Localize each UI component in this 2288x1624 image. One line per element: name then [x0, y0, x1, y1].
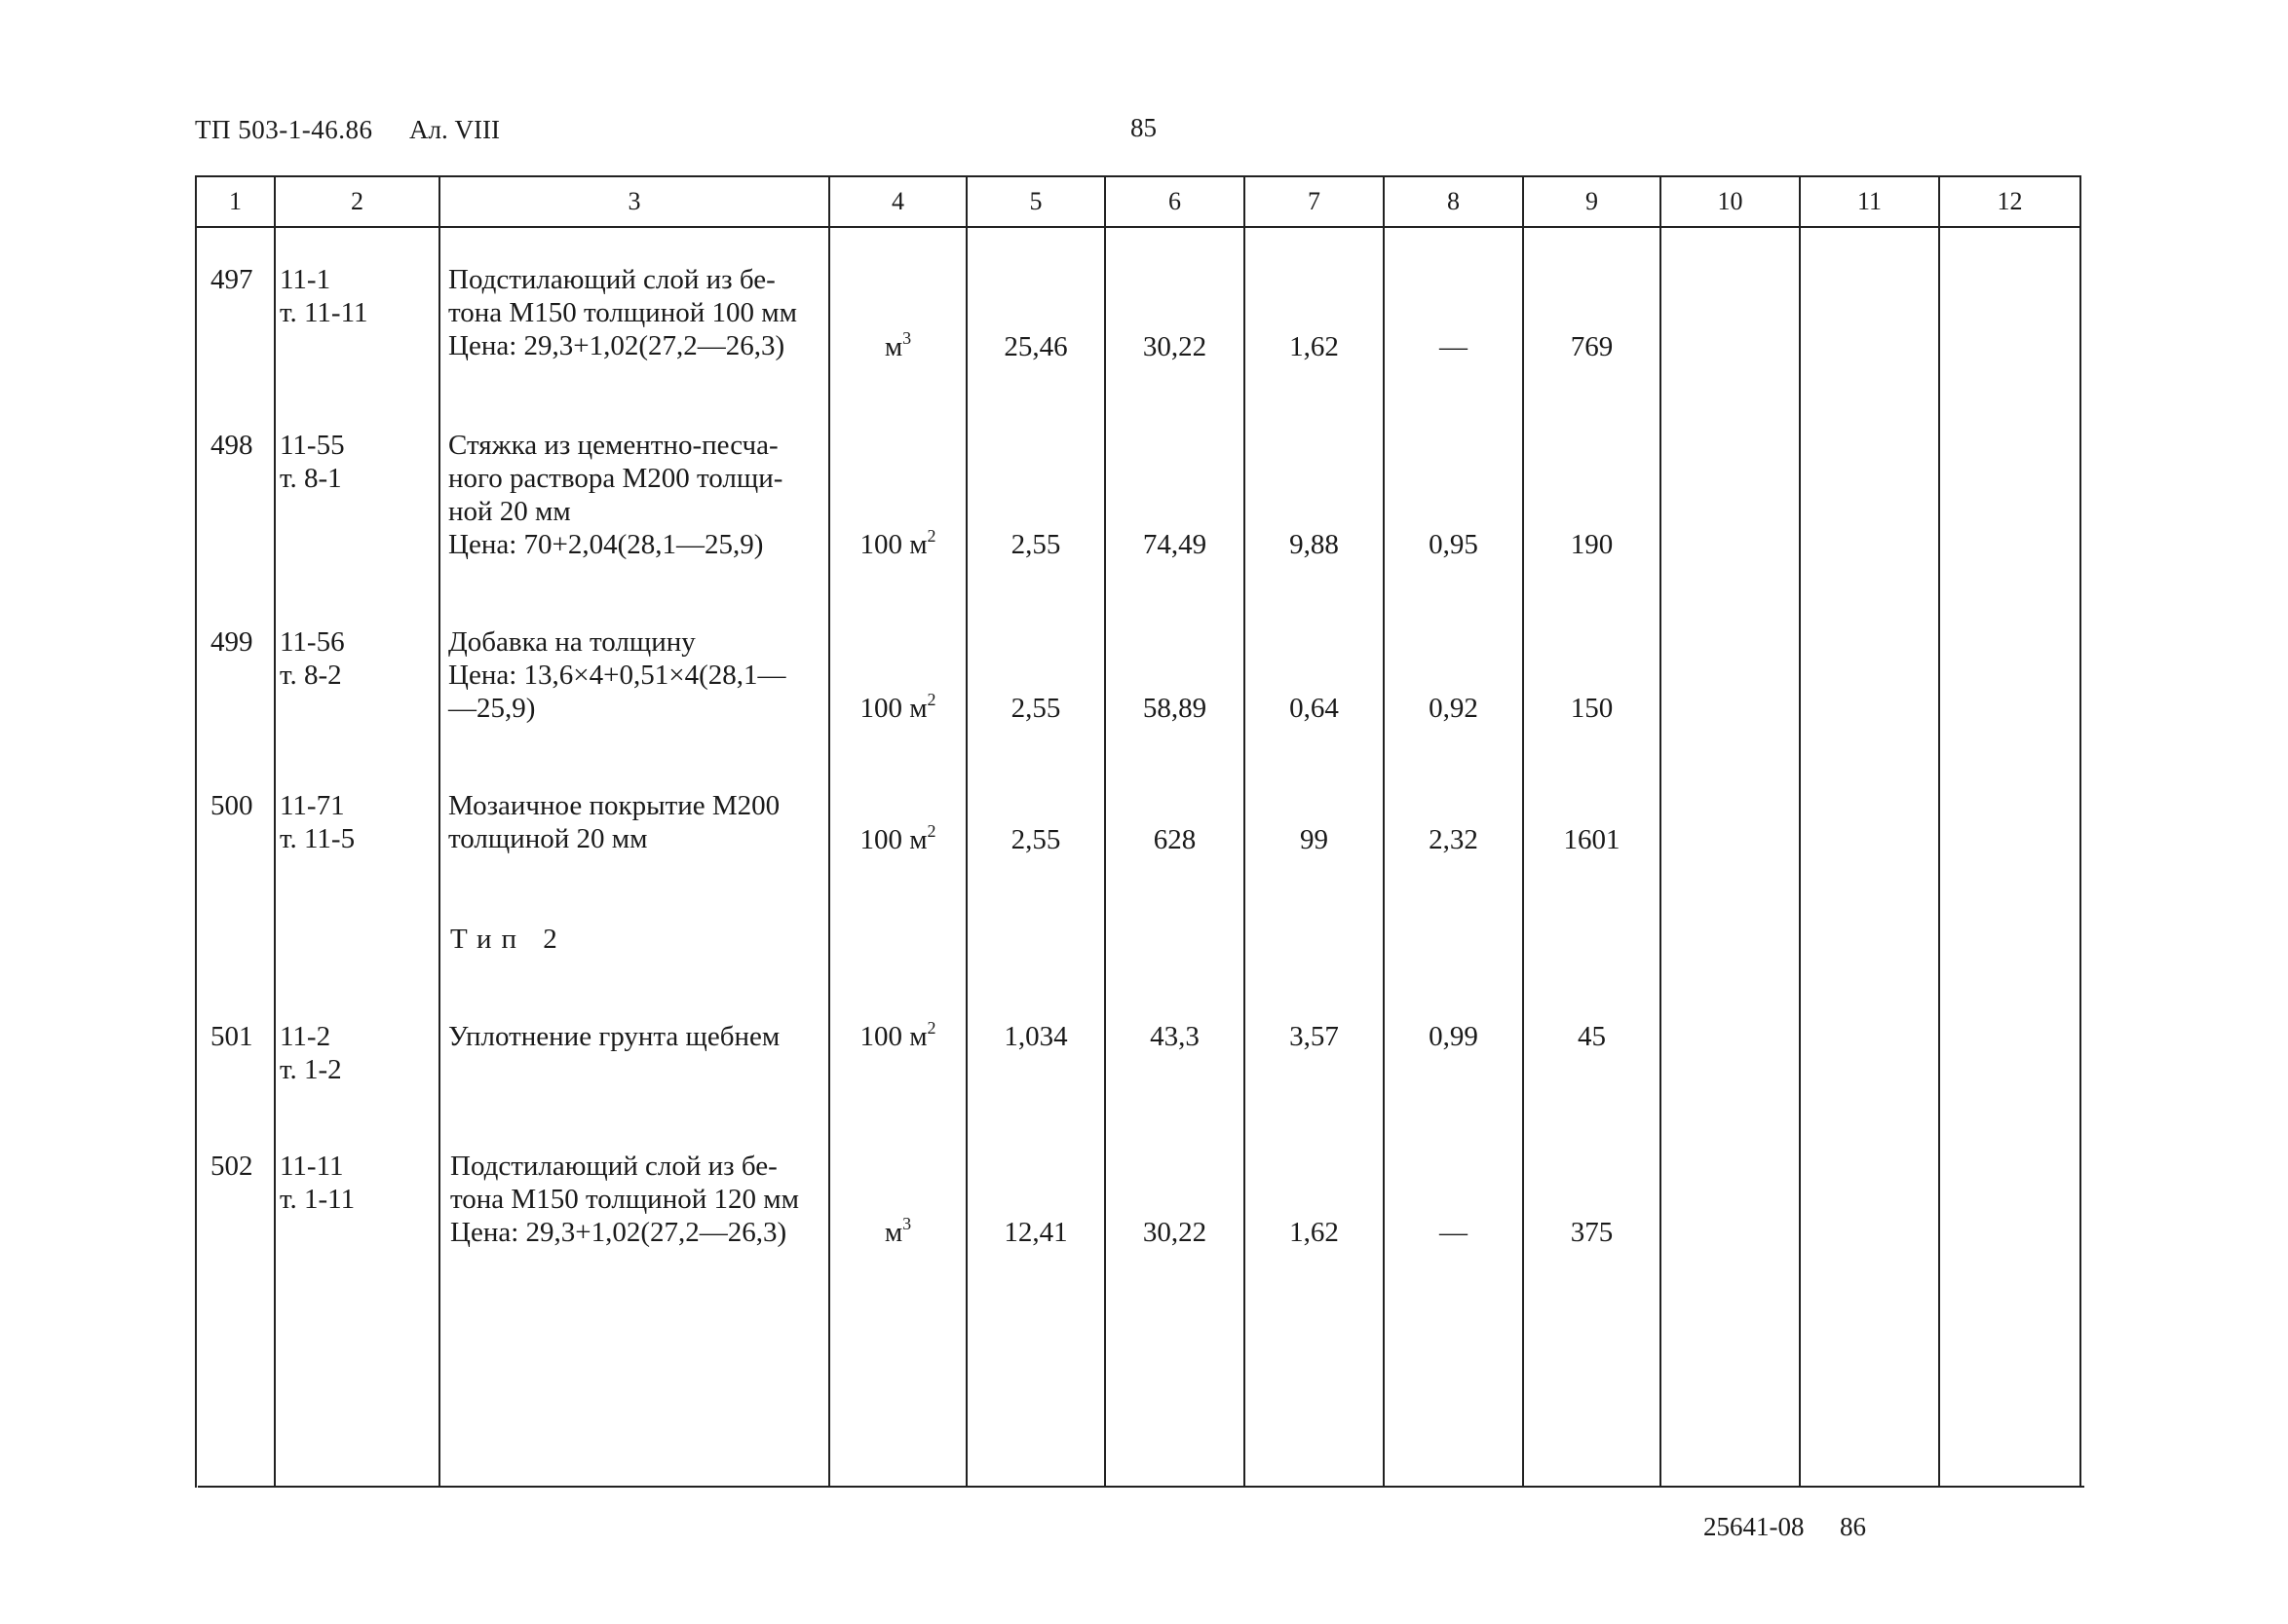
quantity-value: 25,46	[1004, 331, 1068, 362]
cost-value: 43,3	[1150, 1021, 1200, 1052]
work-description	[448, 263, 824, 362]
cost-value: 30,22	[1142, 1217, 1207, 1248]
quantity-value: 12,41	[1004, 1217, 1068, 1248]
sheet-number: 86	[1840, 1512, 1866, 1541]
description-line: Цена: 13,6×4+0,51×4(28,1—	[448, 660, 786, 691]
description-line: тона М150 толщиной 100 мм	[448, 297, 797, 328]
col-border-2	[439, 175, 440, 1488]
column-number-7: 7	[1308, 187, 1320, 215]
row-number: 499	[210, 626, 253, 658]
norm-code: 11-56	[280, 626, 345, 658]
col7-value: 9,88	[1289, 529, 1339, 560]
total-value: 1601	[1563, 824, 1621, 855]
col7-value: 1,62	[1289, 331, 1339, 362]
work-description	[450, 1150, 826, 1249]
table-reference: т. 1-2	[280, 1054, 342, 1085]
table-reference: т. 8-1	[280, 463, 342, 494]
description-line: Цена: 29,3+1,02(27,2—26,3)	[448, 330, 785, 361]
row-number: 502	[210, 1151, 253, 1182]
column-number-1: 1	[229, 187, 242, 215]
description-line: толщиной 20 мм	[448, 823, 648, 854]
col7-value: 0,64	[1289, 693, 1339, 724]
cost-value: 628	[1153, 824, 1197, 855]
unit-of-measure: 100 $м^2$	[859, 690, 936, 724]
description-line: Уплотнение грунта щебнем	[448, 1021, 781, 1052]
col8-value: 0,99	[1429, 1021, 1478, 1052]
column-number-11: 11	[1856, 187, 1883, 215]
total-value: 150	[1570, 693, 1614, 724]
description-line: тона М150 толщиной 120 мм	[450, 1184, 799, 1215]
description-line: Цена: 70+2,04(28,1—25,9)	[448, 529, 764, 560]
work-description	[448, 625, 824, 725]
row-number: 497	[210, 264, 253, 295]
description-line: Подстилающий слой из бе-	[448, 264, 776, 295]
table-reference: т. 11-5	[280, 823, 356, 854]
col8-value: 0,95	[1429, 529, 1478, 560]
unit-of-measure: $м^3$	[884, 328, 912, 362]
table-bottom-border	[198, 1486, 2084, 1488]
norm-code: 11-11	[280, 1151, 344, 1182]
work-description	[448, 429, 824, 561]
norm-code: 11-55	[280, 430, 345, 461]
quantity-value: 2,55	[1011, 824, 1061, 855]
column-number-9: 9	[1585, 187, 1598, 215]
description-line: ного раствора М200 толщи-	[448, 463, 783, 494]
col7-value: 1,62	[1289, 1217, 1339, 1248]
norm-code: 11-71	[280, 790, 345, 821]
column-number-10: 10	[1717, 187, 1743, 215]
unit-of-measure: 100 $м^2$	[859, 1018, 936, 1052]
description-line: Мозаичное покрытие М200	[448, 790, 781, 821]
unit-of-measure: $м^3$	[884, 1214, 912, 1248]
table-reference: т. 1-11	[280, 1184, 356, 1215]
col8-value: 0,92	[1429, 693, 1478, 724]
cost-value: 30,22	[1142, 331, 1207, 362]
column-number-12: 12	[1997, 187, 2023, 215]
column-number-3: 3	[628, 187, 641, 215]
quantity-value: 2,55	[1011, 693, 1061, 724]
column-number-6: 6	[1168, 187, 1181, 215]
description-line: ной 20 мм	[448, 496, 571, 527]
page-number: 85	[1130, 113, 1157, 142]
col-border-9	[1659, 175, 1661, 1488]
description-line: Цена: 29,3+1,02(27,2—26,3)	[450, 1217, 787, 1248]
col8-value: —	[1439, 331, 1468, 362]
description-line: Стяжка из цементно-песча-	[448, 430, 779, 461]
row-number: 501	[210, 1021, 253, 1052]
total-value: 769	[1570, 331, 1614, 362]
total-value: 375	[1570, 1217, 1614, 1248]
col8-value: —	[1439, 1217, 1468, 1248]
section-heading: Тип 2	[450, 924, 567, 955]
row-number: 498	[210, 430, 253, 461]
table-reference: т. 8-2	[280, 660, 342, 691]
col-border-12	[2079, 175, 2081, 1488]
quantity-value: 2,55	[1011, 529, 1061, 560]
cost-value: 74,49	[1142, 529, 1207, 560]
col-border-10	[1799, 175, 1801, 1488]
col8-value: 2,32	[1429, 824, 1478, 855]
description-line: —25,9)	[448, 693, 536, 724]
col7-value: 99	[1300, 824, 1328, 855]
document-code: ТП 503-1-46.86	[195, 115, 373, 144]
total-value: 190	[1570, 529, 1614, 560]
work-description	[448, 1020, 824, 1053]
column-number-2: 2	[351, 187, 363, 215]
description-line: Добавка на толщину	[448, 626, 696, 658]
cost-value: 58,89	[1142, 693, 1207, 724]
total-value: 45	[1578, 1021, 1606, 1052]
column-number-5: 5	[1029, 187, 1043, 215]
album-number: Ал. VIII	[409, 115, 500, 144]
norm-code: 11-2	[280, 1021, 331, 1052]
column-number-4: 4	[892, 187, 904, 215]
table-reference: т. 11-11	[280, 297, 368, 328]
col-border-1	[274, 175, 276, 1488]
norm-code: 11-1	[280, 264, 331, 295]
col-border-11	[1938, 175, 1940, 1488]
col7-value: 3,57	[1289, 1021, 1339, 1052]
unit-of-measure: 100 $м^2$	[859, 526, 936, 560]
col-border-0	[195, 175, 197, 1488]
unit-of-measure: 100 $м^2$	[859, 821, 936, 855]
column-number-8: 8	[1447, 187, 1460, 215]
work-description	[448, 789, 824, 855]
description-line: Подстилающий слой из бе-	[450, 1151, 778, 1182]
inventory-number: 25641-08	[1703, 1512, 1805, 1541]
row-number: 500	[210, 790, 253, 821]
quantity-value: 1,034	[1004, 1021, 1068, 1052]
